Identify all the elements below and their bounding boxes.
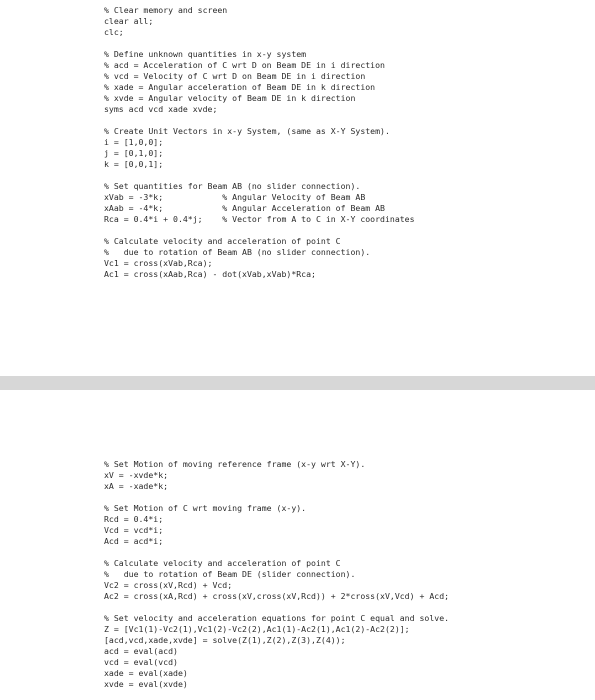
code-line: clc; bbox=[104, 27, 124, 37]
comment-line: % Calculate velocity and acceleration of point C bbox=[104, 236, 341, 246]
code-block-bottom bbox=[104, 459, 449, 690]
code-block-top bbox=[104, 5, 415, 280]
code-line: k = [0,0,1]; bbox=[104, 159, 164, 169]
code-line: Vc2 = cross(xV,Rcd) + Vcd; bbox=[104, 580, 233, 590]
code-line: i = [1,0,0]; bbox=[104, 137, 164, 147]
blank-line bbox=[104, 225, 415, 236]
comment-line: % Set quantities for Beam AB (no slider connection). bbox=[104, 181, 361, 191]
comment-line: % Set Motion of moving reference frame (x-y wrt X-Y). bbox=[104, 459, 366, 469]
blank-line bbox=[104, 602, 449, 613]
code-line: Ac1 = cross(xAab,Rca) - dot(xVab,xVab)*Rca; bbox=[104, 269, 316, 279]
code-line: Rca = 0.4*i + 0.4*j; % Vector from A to C in X-Y coordinates bbox=[104, 214, 415, 224]
blank-line bbox=[104, 492, 449, 503]
comment-line: % Create Unit Vectors in x-y System, (same as X-Y System). bbox=[104, 126, 390, 136]
comment-line: % vcd = Velocity of C wrt D on Beam DE in i direction bbox=[104, 71, 366, 81]
code-line: xAab = -4*k; % Angular Acceleration of Beam AB bbox=[104, 203, 385, 213]
comment-line: % due to rotation of Beam DE (slider connection). bbox=[104, 569, 356, 579]
comment-line: % Define unknown quantities in x-y system bbox=[104, 49, 307, 59]
blank-line bbox=[104, 170, 415, 181]
code-line: j = [0,1,0]; bbox=[104, 148, 164, 158]
code-line: [acd,vcd,xade,xvde] = solve(Z(1),Z(2),Z(3),Z(4)); bbox=[104, 635, 346, 645]
code-line: Vc1 = cross(xVab,Rca); bbox=[104, 258, 213, 268]
code-line: xVab = -3*k; % Angular Velocity of Beam AB bbox=[104, 192, 366, 202]
code-line: Vcd = vcd*i; bbox=[104, 525, 164, 535]
code-line: clear all; bbox=[104, 16, 154, 26]
comment-line: % Set Motion of C wrt moving frame (x-y). bbox=[104, 503, 307, 513]
blank-line bbox=[104, 547, 449, 558]
code-line: xade = eval(xade) bbox=[104, 668, 188, 678]
code-line: xV = -xvde*k; bbox=[104, 470, 169, 480]
code-line: xvde = eval(xvde) bbox=[104, 679, 188, 689]
code-line: Acd = acd*i; bbox=[104, 536, 164, 546]
blank-line bbox=[104, 38, 415, 49]
comment-line: % xade = Angular acceleration of Beam DE in k direction bbox=[104, 82, 376, 92]
code-line: xA = -xade*k; bbox=[104, 481, 169, 491]
comment-line: % due to rotation of Beam AB (no slider connection). bbox=[104, 247, 371, 257]
comment-line: % xvde = Angular velocity of Beam DE in k direction bbox=[104, 93, 356, 103]
code-line: vcd = eval(vcd) bbox=[104, 657, 178, 667]
comment-line: % Clear memory and screen bbox=[104, 5, 228, 15]
comment-line: % Calculate velocity and acceleration of point C bbox=[104, 558, 341, 568]
code-line: syms acd vcd xade xvde; bbox=[104, 104, 218, 114]
code-line: Z = [Vc1(1)-Vc2(1),Vc1(2)-Vc2(2),Ac1(1)-Ac2(1),Ac1(2)-Ac2(2)]; bbox=[104, 624, 410, 634]
comment-line: % Set velocity and acceleration equations for point C equal and solve. bbox=[104, 613, 450, 623]
code-line: acd = eval(acd) bbox=[104, 646, 178, 656]
code-line: Rcd = 0.4*i; bbox=[104, 514, 164, 524]
page-divider bbox=[0, 376, 595, 390]
comment-line: % acd = Acceleration of C wrt D on Beam DE in i direction bbox=[104, 60, 385, 70]
blank-line bbox=[104, 115, 415, 126]
code-line: Ac2 = cross(xA,Rcd) + cross(xV,cross(xV,Rcd)) + 2*cross(xV,Vcd) + Acd; bbox=[104, 591, 450, 601]
